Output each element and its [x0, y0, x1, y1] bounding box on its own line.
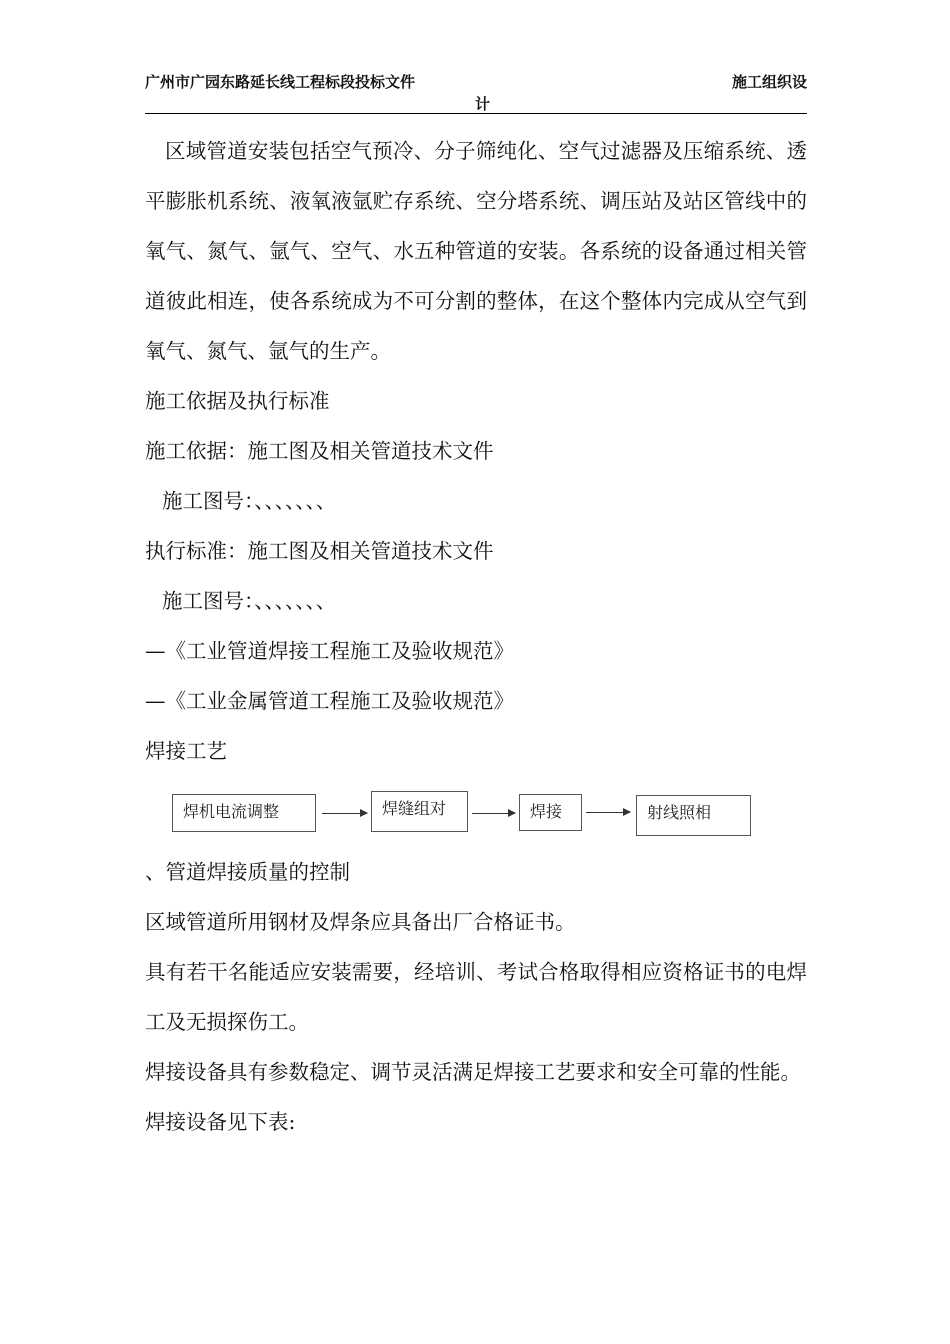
flow-step-welding: 焊接 [519, 794, 582, 831]
page-header [145, 68, 807, 114]
header-section: 施工组织设 [731, 73, 807, 91]
drawing-number-2: 施工图号：、、、、、、、 [162, 589, 337, 613]
flow-step-radiography: 射线照相 [636, 795, 751, 836]
spec-welding: —《工业管道焊接工程施工及验收规范》 [145, 639, 514, 663]
quality-section [145, 847, 807, 1147]
quality-heading: 、管道焊接质量的控制 [145, 860, 350, 884]
construction-basis: 施工依据：施工图及相关管道技术文件 [145, 439, 494, 463]
quality-paragraph-3: 焊接设备具有参数稳定、调节灵活满足焊接工艺要求和安全可靠的性能。 [145, 1060, 801, 1084]
flow-arrow-2 [472, 813, 515, 814]
drawing-number-1: 施工图号：、、、、、、、 [162, 489, 337, 513]
flow-arrow-1 [322, 813, 367, 814]
flow-step-current-adjust: 焊机电流调整 [172, 794, 316, 832]
header-section-wrap: 计 [475, 95, 491, 113]
welding-process-flow [145, 790, 807, 840]
flow-step-fit-up: 焊缝组对 [371, 791, 468, 832]
header-rule [145, 113, 807, 114]
quality-paragraph-2: 具有若干名能适应安装需要，经培训、考试合格取得相应资格证书的电焊工及无损探伤工。 [145, 960, 807, 1034]
header-title: 广州市广园东路延长线工程标段投标文件 [145, 73, 416, 91]
execution-standard: 执行标准：施工图及相关管道技术文件 [145, 539, 494, 563]
document-body [145, 126, 807, 776]
spec-metal-piping: —《工业金属管道工程施工及验收规范》 [145, 689, 514, 713]
intro-paragraph: 区域管道安装包括空气预冷、分子筛纯化、空气过滤器及压缩系统、透平膨胀机系统、液氧液氩贮存系统、空分塔系统、调压站及站区管线中的氧气、氮气、氩气、空气、水五种管道的安装。各系统的设备通过相关管道彼此相连，使各系统成为不可分割的整体，在这个整体内完成从空气到氧气、氮气、氩气的生产。 [145, 139, 807, 363]
process-heading: 焊接工艺 [145, 739, 227, 763]
quality-paragraph-1: 区域管道所用钢材及焊条应具备出厂合格证书。 [145, 910, 576, 934]
basis-heading: 施工依据及执行标准 [145, 389, 330, 413]
quality-paragraph-4: 焊接设备见下表: [145, 1110, 296, 1134]
flow-arrow-3 [586, 812, 630, 813]
